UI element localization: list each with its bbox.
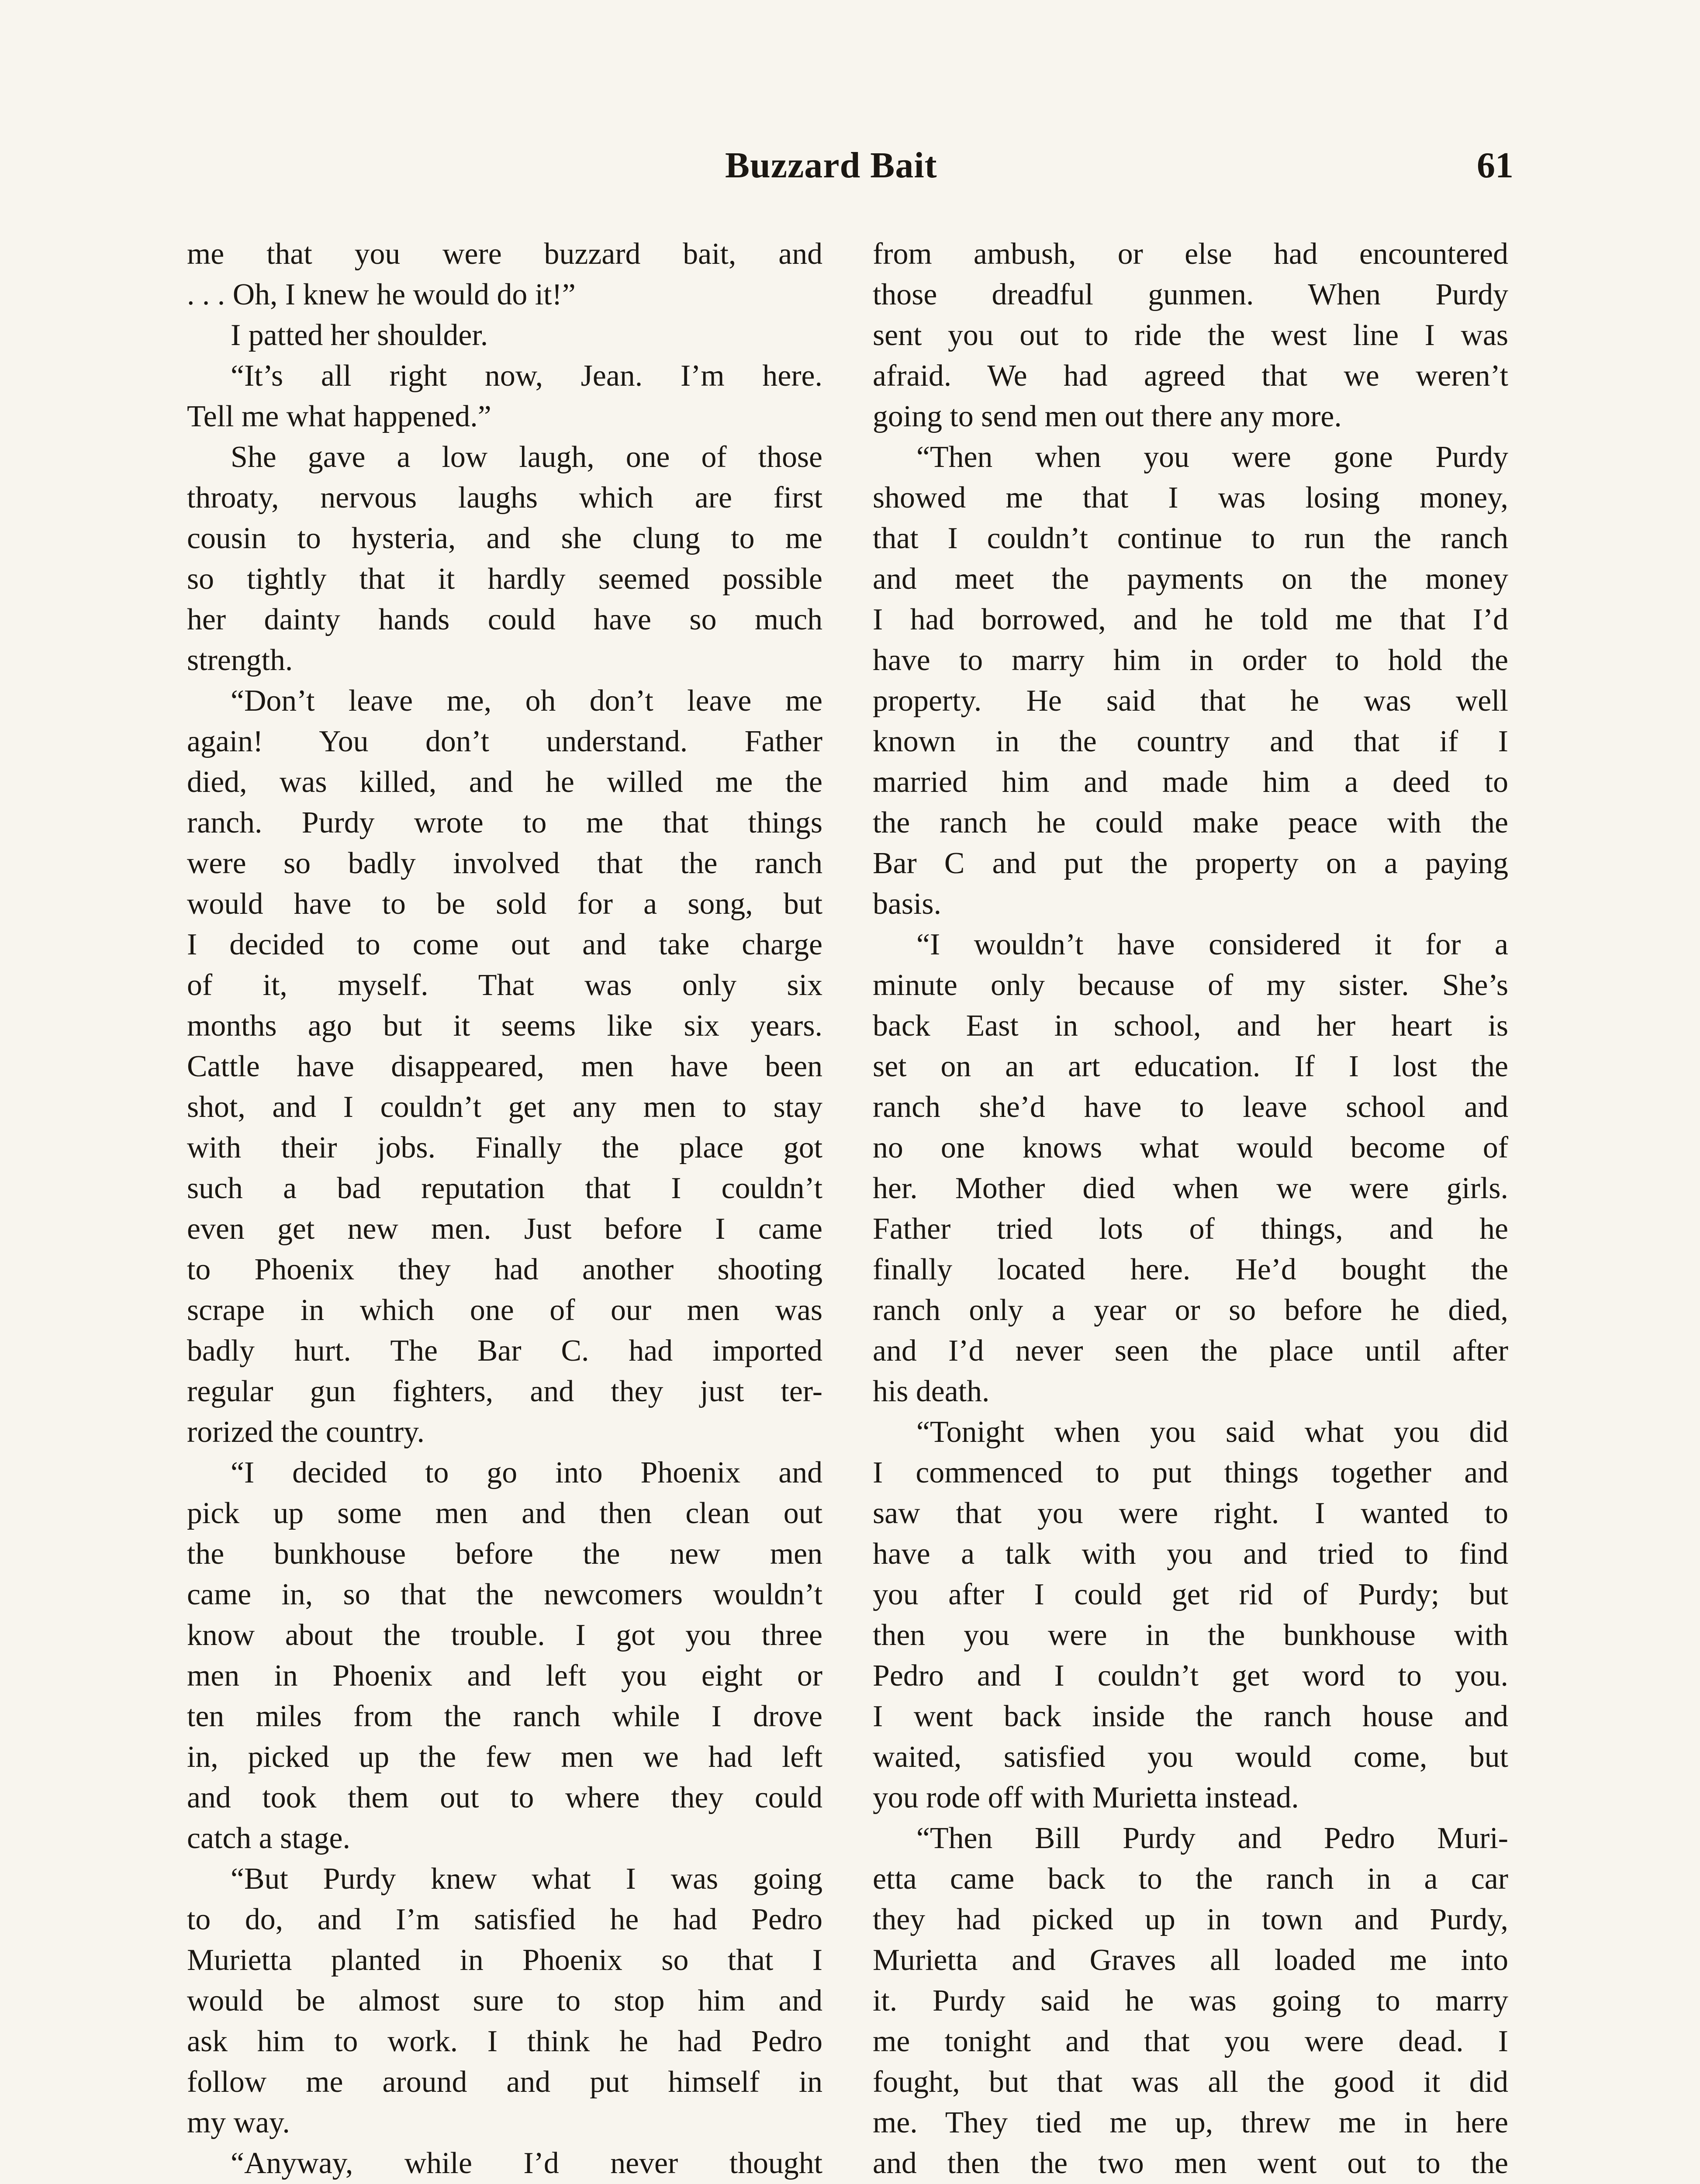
text-line: her. Mother died when we were girls. bbox=[873, 1171, 1508, 1205]
text-line: known in the country and that if I bbox=[873, 725, 1508, 758]
text-line: going to send men out there any more. bbox=[873, 400, 1342, 433]
text-line: catch a stage. bbox=[187, 1821, 350, 1855]
text-line: ask him to work. I think he had Pedro bbox=[187, 2025, 822, 2058]
text-line: basis. bbox=[873, 887, 942, 921]
text-line: . . . Oh, I knew he would do it!” bbox=[187, 278, 576, 311]
text-line: Tell me what happened.” bbox=[187, 400, 491, 433]
text-line: I had borrowed, and he told me that I’d bbox=[873, 603, 1508, 636]
text-line: men in Phoenix and left you eight or bbox=[187, 1659, 822, 1693]
text-line: again! You don’t understand. Father bbox=[187, 725, 822, 758]
text-line: Murietta and Graves all loaded me into bbox=[873, 1943, 1508, 1977]
text-line: ranch only a year or so before he died, bbox=[873, 1293, 1508, 1327]
text-line: I commenced to put things together and bbox=[873, 1456, 1508, 1489]
text-line: back East in school, and her heart is bbox=[873, 1009, 1508, 1043]
text-line: they had picked up in town and Purdy, bbox=[873, 1903, 1508, 1936]
text-line: you rode off with Murietta instead. bbox=[873, 1781, 1299, 1814]
text-line: and I’d never seen the place until after bbox=[873, 1334, 1508, 1368]
text-line: months ago but it seems like six years. bbox=[187, 1009, 822, 1043]
text-line: even get new men. Just before I came bbox=[187, 1212, 822, 1246]
text-line: etta came back to the ranch in a car bbox=[873, 1862, 1508, 1896]
text-line: afraid. We had agreed that we weren’t bbox=[873, 359, 1508, 393]
text-line: property. He said that he was well bbox=[873, 684, 1508, 718]
text-line: “It’s all right now, Jean. I’m here. bbox=[231, 359, 822, 393]
text-line: the bunkhouse before the new men bbox=[187, 1537, 822, 1571]
text-line: and then the two men went out to the bbox=[873, 2146, 1508, 2180]
text-line: me that you were buzzard bait, and bbox=[187, 237, 822, 271]
page-number: 61 bbox=[1477, 145, 1513, 186]
text-line: married him and made him a deed to bbox=[873, 765, 1508, 799]
text-line: pick up some men and then clean out bbox=[187, 1496, 822, 1530]
left-text-column bbox=[187, 234, 822, 2184]
text-line: and took them out to where they could bbox=[187, 1781, 822, 1814]
text-line: and meet the payments on the money bbox=[873, 562, 1508, 596]
text-line: throaty, nervous laughs which are first bbox=[187, 481, 822, 515]
text-line: “Don’t leave me, oh don’t leave me bbox=[231, 684, 822, 718]
text-line: Pedro and I couldn’t get word to you. bbox=[873, 1659, 1508, 1693]
text-line: his death. bbox=[873, 1375, 990, 1408]
text-line: I decided to come out and take charge bbox=[187, 928, 822, 961]
text-line: “Then Bill Purdy and Pedro Muri- bbox=[916, 1821, 1508, 1855]
text-line: rorized the country. bbox=[187, 1415, 425, 1449]
text-line: I patted her shoulder. bbox=[231, 318, 488, 352]
text-line: know about the trouble. I got you three bbox=[187, 1618, 822, 1652]
text-line: came in, so that the newcomers wouldn’t bbox=[187, 1578, 822, 1611]
text-line: have a talk with you and tried to find bbox=[873, 1537, 1508, 1571]
text-line: waited, satisfied you would come, but bbox=[873, 1740, 1508, 1774]
text-line: saw that you were right. I wanted to bbox=[873, 1496, 1508, 1530]
text-line: set on an art education. If I lost the bbox=[873, 1050, 1508, 1083]
text-line: Cattle have disappeared, men have been bbox=[187, 1050, 822, 1083]
text-line: such a bad reputation that I couldn’t bbox=[187, 1171, 822, 1205]
text-line: “I decided to go into Phoenix and bbox=[231, 1456, 822, 1489]
text-line: would be almost sure to stop him and bbox=[187, 1984, 822, 2018]
text-line: She gave a low laugh, one of those bbox=[231, 440, 822, 474]
text-line: her dainty hands could have so much bbox=[187, 603, 822, 636]
text-line: from ambush, or else had encountered bbox=[873, 237, 1508, 271]
right-text-column bbox=[873, 234, 1508, 2184]
text-line: it. Purdy said he was going to marry bbox=[873, 1984, 1508, 2018]
text-line: shot, and I couldn’t get any men to stay bbox=[187, 1090, 822, 1124]
text-line: fought, but that was all the good it did bbox=[873, 2065, 1508, 2099]
text-line: the ranch he could make peace with the bbox=[873, 806, 1508, 840]
text-line: “Tonight when you said what you did bbox=[916, 1415, 1508, 1449]
text-line: would have to be sold for a song, but bbox=[187, 887, 822, 921]
text-line: Murietta planted in Phoenix so that I bbox=[187, 1943, 822, 1977]
text-line: my way. bbox=[187, 2106, 290, 2139]
text-line: “But Purdy knew what I was going bbox=[231, 1862, 822, 1896]
text-line: ten miles from the ranch while I drove bbox=[187, 1700, 822, 1733]
text-line: badly hurt. The Bar C. had imported bbox=[187, 1334, 822, 1368]
text-line: finally located here. He’d bought the bbox=[873, 1253, 1508, 1286]
text-line: me. They tied me up, threw me in here bbox=[873, 2106, 1508, 2139]
text-line: regular gun fighters, and they just ter- bbox=[187, 1375, 822, 1408]
text-line: scrape in which one of our men was bbox=[187, 1293, 822, 1327]
text-line: I went back inside the ranch house and bbox=[873, 1700, 1508, 1733]
text-line: to do, and I’m satisfied he had Pedro bbox=[187, 1903, 822, 1936]
text-line: Bar C and put the property on a paying bbox=[873, 847, 1508, 880]
text-line: ranch. Purdy wrote to me that things bbox=[187, 806, 822, 840]
text-line: strength. bbox=[187, 643, 293, 677]
text-line: cousin to hysteria, and she clung to me bbox=[187, 522, 822, 555]
text-line: showed me that I was losing money, bbox=[873, 481, 1508, 515]
text-line: me tonight and that you were dead. I bbox=[873, 2025, 1508, 2058]
text-line: of it, myself. That was only six bbox=[187, 968, 822, 1002]
text-line: “Anyway, while I’d never thought bbox=[231, 2146, 822, 2180]
text-line: were so badly involved that the ranch bbox=[187, 847, 822, 880]
text-line: died, was killed, and he willed me the bbox=[187, 765, 822, 799]
text-line: you after I could get rid of Purdy; but bbox=[873, 1578, 1508, 1611]
text-line: sent you out to ride the west line I was bbox=[873, 318, 1508, 352]
text-line: so tightly that it hardly seemed possible bbox=[187, 562, 822, 596]
text-line: no one knows what would become of bbox=[873, 1131, 1508, 1165]
text-line: to Phoenix they had another shooting bbox=[187, 1253, 822, 1286]
text-line: follow me around and put himself in bbox=[187, 2065, 822, 2099]
text-line: have to marry him in order to hold the bbox=[873, 643, 1508, 677]
text-line: ranch she’d have to leave school and bbox=[873, 1090, 1508, 1124]
running-title: Buzzard Bait bbox=[725, 145, 937, 186]
text-line: in, picked up the few men we had left bbox=[187, 1740, 822, 1774]
text-line: minute only because of my sister. She’s bbox=[873, 968, 1508, 1002]
text-line: “I wouldn’t have considered it for a bbox=[916, 928, 1508, 961]
text-line: that I couldn’t continue to run the ranch bbox=[873, 522, 1508, 555]
text-line: Father tried lots of things, and he bbox=[873, 1212, 1508, 1246]
text-line: “Then when you were gone Purdy bbox=[916, 440, 1508, 474]
text-line: with their jobs. Finally the place got bbox=[187, 1131, 822, 1165]
text-line: then you were in the bunkhouse with bbox=[873, 1618, 1508, 1652]
text-line: those dreadful gunmen. When Purdy bbox=[873, 278, 1508, 311]
